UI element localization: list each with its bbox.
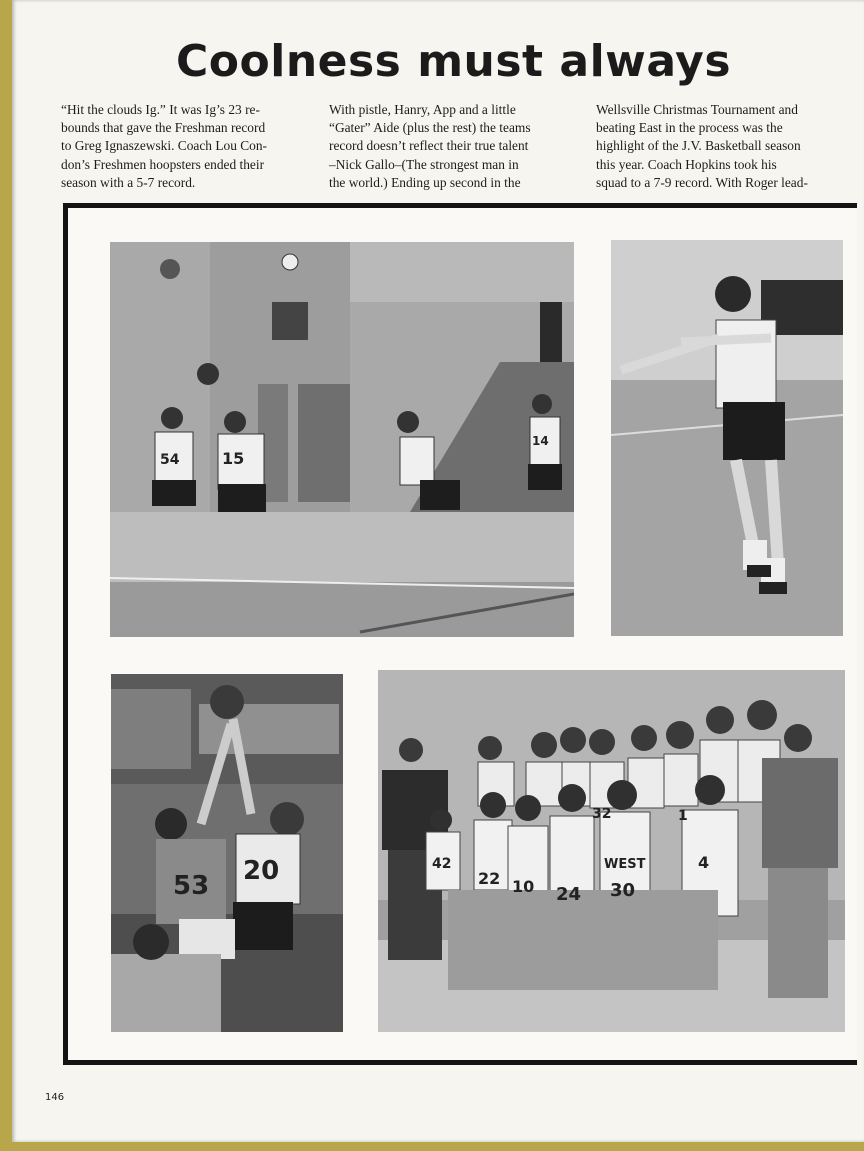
jersey-number: 15 [222, 449, 245, 468]
text-line: Wellsville Christmas Tournament and [596, 102, 798, 117]
photo-game-action [110, 242, 574, 637]
text-line: bounds that gave the Freshman record [61, 120, 266, 136]
jersey-number: 53 [173, 871, 210, 901]
text-column-1 [61, 101, 307, 192]
jersey-number: 10 [512, 877, 535, 896]
text-line: record doesn’t reflect their true talent [329, 138, 529, 154]
jersey-number: 22 [478, 869, 501, 888]
jersey-number: 42 [432, 856, 452, 872]
photo-jump-shot [111, 674, 343, 1032]
jersey-number: 4 [698, 853, 710, 872]
text-column-2 [329, 101, 575, 192]
text-line: don’s Freshmen hoopsters ended their [61, 156, 265, 172]
jersey-number: 24 [556, 884, 582, 905]
photo-player-passing [611, 240, 843, 636]
text-line: to Greg Ignaszewski. Coach Lou Con- [61, 138, 268, 154]
text-line: With pistle, Hanry, App and a little [329, 102, 516, 117]
text-line: beating East in the process was the [596, 120, 783, 136]
text-line: season with a 5-7 record. [61, 174, 196, 190]
text-column-3 [596, 101, 842, 192]
jersey-number: 30 [610, 880, 636, 901]
team-lettering: WEST [604, 857, 646, 872]
jersey-number: 20 [243, 856, 280, 886]
jersey-number: 1 [678, 808, 688, 824]
text-line: –Nick Gallo–(The strongest man in [329, 156, 519, 172]
page-headline: Coolness must always [176, 36, 732, 87]
page-number: 146 [45, 1092, 65, 1103]
text-line: “Hit the clouds Ig.” It was Ig’s 23 re- [61, 102, 260, 117]
jersey-number: 14 [532, 434, 549, 448]
text-line: the world.) Ending up second in the [329, 174, 521, 190]
text-line: highlight of the J.V. Basketball season [596, 138, 801, 154]
text-line: squad to a 7-9 record. With Roger lead- [596, 174, 808, 190]
jersey-number: 32 [592, 806, 612, 822]
text-line: “Gater” Aide (plus the rest) the teams [329, 120, 531, 136]
photo-team-portrait [378, 670, 845, 1032]
text-line: this year. Coach Hopkins took his [596, 156, 777, 172]
jersey-number: 54 [160, 452, 180, 468]
